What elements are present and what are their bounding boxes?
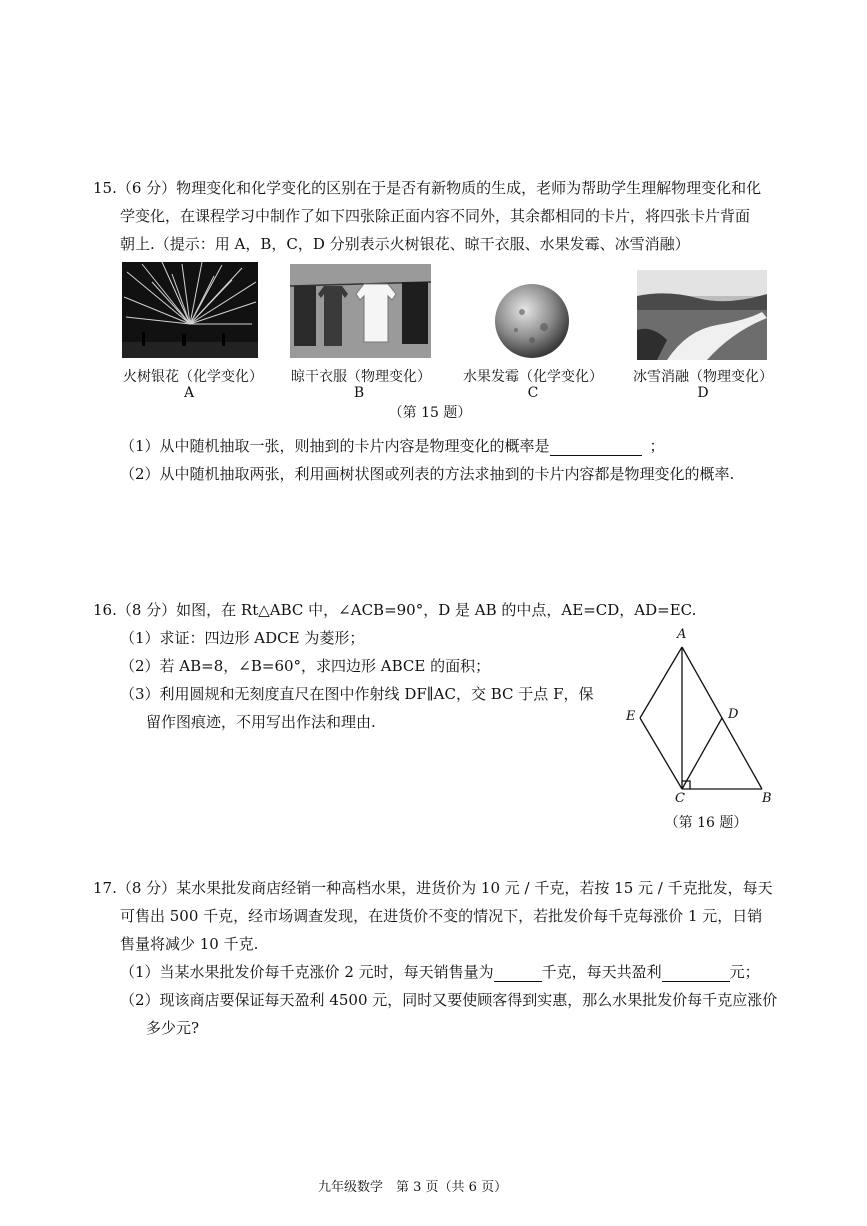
card-d-caption: 冰雪消融（物理变化） (633, 369, 773, 385)
q15-figure-caption: （第 15 题） (388, 405, 472, 421)
q17-sub-2b: 多少元? (146, 1019, 200, 1037)
segment-ae (640, 647, 682, 718)
q17-sales-volume-blank[interactable] (494, 965, 542, 982)
q17-line-2: 可售出 500 千克，经市场调查发现，在进货价不变的情况下，若批发价每千克每涨价 1 元，日销 (120, 907, 763, 925)
q16-line-1: 16.（8 分）如图，在 Rt△ABC 中，∠ACB=90°，D 是 AB 的中点，AE=CD，AD=EC. (93, 601, 697, 619)
segment-ec (640, 718, 682, 789)
page-footer: 九年级数学 第 3 页（共 6 页） (318, 1180, 508, 1195)
card-b-letter: B (353, 385, 365, 401)
q15-sub-2: （2）从中随机抽取两张，利用画树状图或列表的方法求抽到的卡片内容都是物理变化的概率. (120, 465, 735, 483)
q17-line-3: 售量将减少 10 千克. (120, 935, 259, 953)
q16-sub-1: （1）求证：四边形 ADCE 为菱形； (120, 629, 365, 647)
q17-sub-1 (120, 962, 760, 982)
q15-sub-1 (120, 436, 665, 456)
card-b-laundry-image (290, 264, 431, 358)
label-e: E (626, 709, 636, 724)
card-d-melting-snow-image (637, 270, 767, 360)
q17-sub-1-text-c: 元； (729, 963, 760, 981)
card-c-moldy-fruit-image (492, 282, 572, 360)
card-a-letter: A (183, 385, 195, 401)
q17-line-1: 17.（8 分）某水果批发商店经销一种高档水果，进货价为 10 元 / 千克，若按 15 元 / 千克批发，每天 (93, 879, 773, 897)
q16-figure-caption: （第 16 题） (664, 815, 748, 831)
card-a-caption: 火树银花（化学变化） (123, 369, 263, 385)
q15-line-3: 朝上.（提示：用 A，B，C，D 分别表示火树银花、晾干衣服、水果发霉、冰雪消融） (120, 235, 690, 253)
label-a: A (677, 627, 687, 642)
q17-profit-blank[interactable] (662, 965, 730, 982)
q17-sub-2a: （2）现该商店要保证每天盈利 4500 元，同时又要使顾客得到实惠，那么水果批发价每千克应涨价 (120, 991, 778, 1009)
q16-sub-2: （2）若 AB=8，∠B=60°，求四边形 ABCE 的面积； (120, 657, 491, 675)
q15-sub-1-answer-blank[interactable] (550, 439, 642, 456)
q15-sub-1-text: （1）从中随机抽取一张，则抽到的卡片内容是物理变化的概率是 (120, 437, 550, 455)
card-b-caption: 晾干衣服（物理变化） (291, 369, 431, 385)
q17-sub-1-text-b: 千克，每天共盈利 (541, 963, 662, 981)
q15-sub-1-end: ； (649, 437, 665, 455)
q17-sub-1-text-a: （1）当某水果批发价每千克涨价 2 元时，每天销售量为 (120, 963, 494, 981)
segment-cd (682, 718, 722, 789)
label-d: D (728, 707, 739, 722)
q16-sub-3a: （3）利用圆规和无刻度直尺在图中作射线 DF∥AC，交 BC 于点 F，保 (120, 685, 594, 703)
card-a-fireworks-image (122, 262, 258, 358)
label-c: C (675, 791, 685, 806)
q16-sub-3b: 留作图痕迹，不用写出作法和理由. (146, 713, 376, 731)
q15-line-2: 学变化，在课程学习中制作了如下四张除正面内容不同外，其余都相同的卡片，将四张卡片背面 (120, 207, 751, 225)
q15-line-1: 15.（6 分）物理变化和化学变化的区别在于是否有新物质的生成，老师为帮助学生理解物理变化和化 (93, 179, 762, 197)
label-b: B (762, 791, 772, 806)
card-c-letter: C (527, 385, 539, 401)
card-c-caption: 水果发霉（化学变化） (463, 369, 603, 385)
q16-geometry-figure (620, 625, 790, 815)
card-d-letter: D (697, 385, 709, 401)
